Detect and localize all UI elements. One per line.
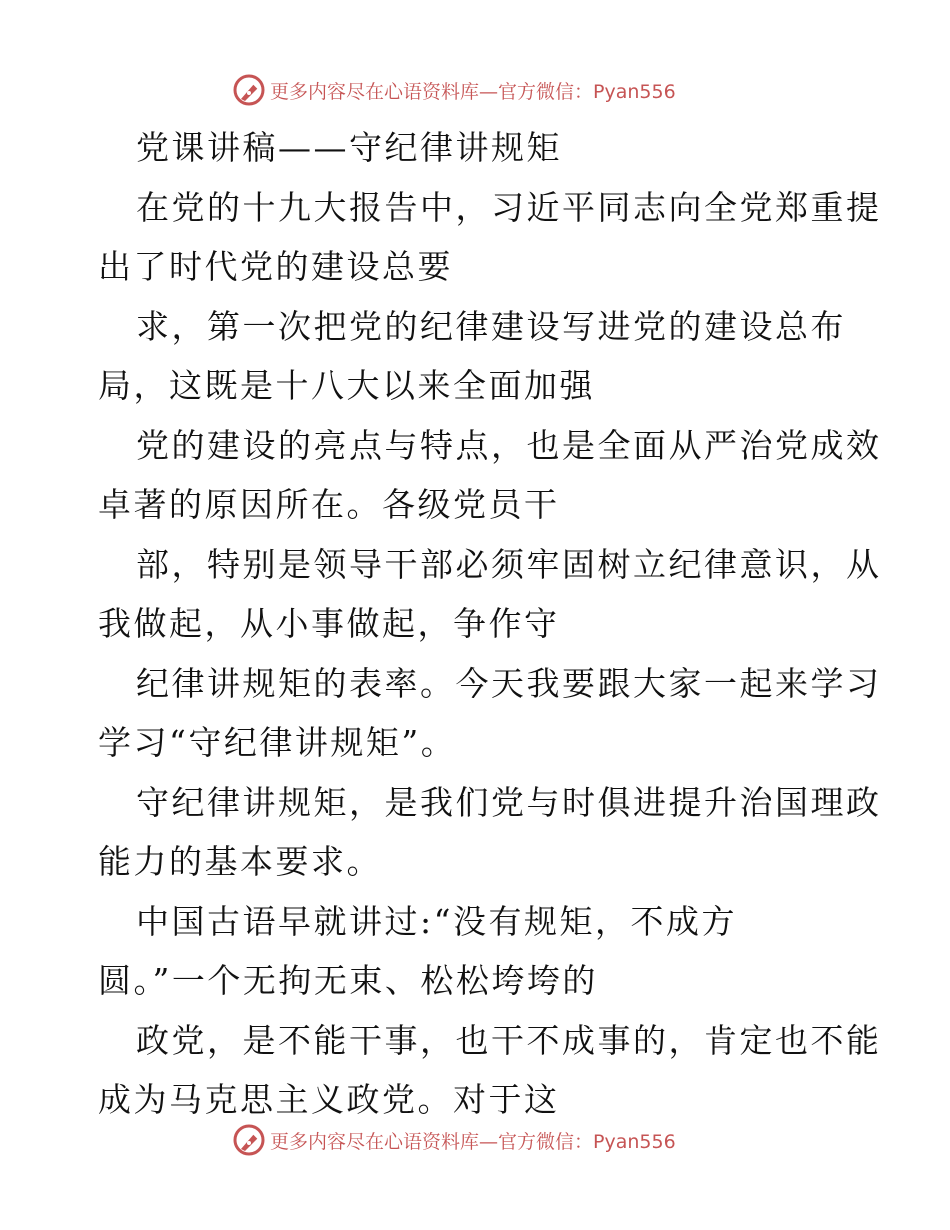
watermark-header	[232, 72, 676, 108]
paragraph-line: 中国古语早就讲过:“没有规矩，不成方	[136, 901, 737, 941]
paragraph-line: 卓著的原因所在。各级党员干	[98, 485, 560, 524]
watermark-text	[270, 77, 676, 104]
paragraph-line: 成为马克思主义政党。对于这	[98, 1080, 560, 1119]
paragraph-line: 纪律讲规矩的表率。今天我要跟大家一起来学习	[136, 663, 882, 703]
paragraph-line: 能力的基本要求。	[98, 842, 382, 881]
document-body	[98, 118, 882, 1130]
pen-nib-logo-icon	[232, 73, 266, 107]
paragraph-line: 部，特别是领导干部必须牢固树立纪律意识，从	[136, 544, 882, 584]
watermark-wechat-id: Pyan556	[593, 1130, 676, 1153]
paragraph-line: 学习“守纪律讲规矩”。	[98, 723, 457, 762]
paragraph-line: 党的建设的亮点与特点，也是全面从严治党成效	[136, 425, 882, 465]
paragraph-line: 圆。”一个无拘无束、松松垮垮的	[98, 961, 598, 1000]
paragraph-line: 我做起，从小事做起，争作守	[98, 604, 560, 643]
pen-nib-logo-icon	[232, 1123, 266, 1157]
paragraph-line: 政党，是不能干事，也干不成事的，肯定也不能	[136, 1020, 882, 1060]
watermark-wechat-id: Pyan556	[593, 80, 676, 103]
paragraph-line: 出了时代党的建设总要	[98, 247, 453, 286]
paragraph-line: 局，这既是十八大以来全面加强	[98, 366, 595, 405]
paragraph-line: 求，第一次把党的纪律建设写进党的建设总布	[136, 306, 846, 346]
paragraph-line: 在党的十九大报告中，习近平同志向全党郑重提	[136, 187, 882, 227]
watermark-caption: 更多内容尽在心语资料库—官方微信：	[270, 1130, 594, 1153]
watermark-caption: 更多内容尽在心语资料库—官方微信：	[270, 80, 594, 103]
paragraph-line: 守纪律讲规矩，是我们党与时俱进提升治国理政	[136, 782, 882, 822]
watermark-footer	[232, 1122, 676, 1158]
watermark-text	[270, 1127, 676, 1154]
document-title: 党课讲稿——守纪律讲规矩	[136, 128, 562, 167]
